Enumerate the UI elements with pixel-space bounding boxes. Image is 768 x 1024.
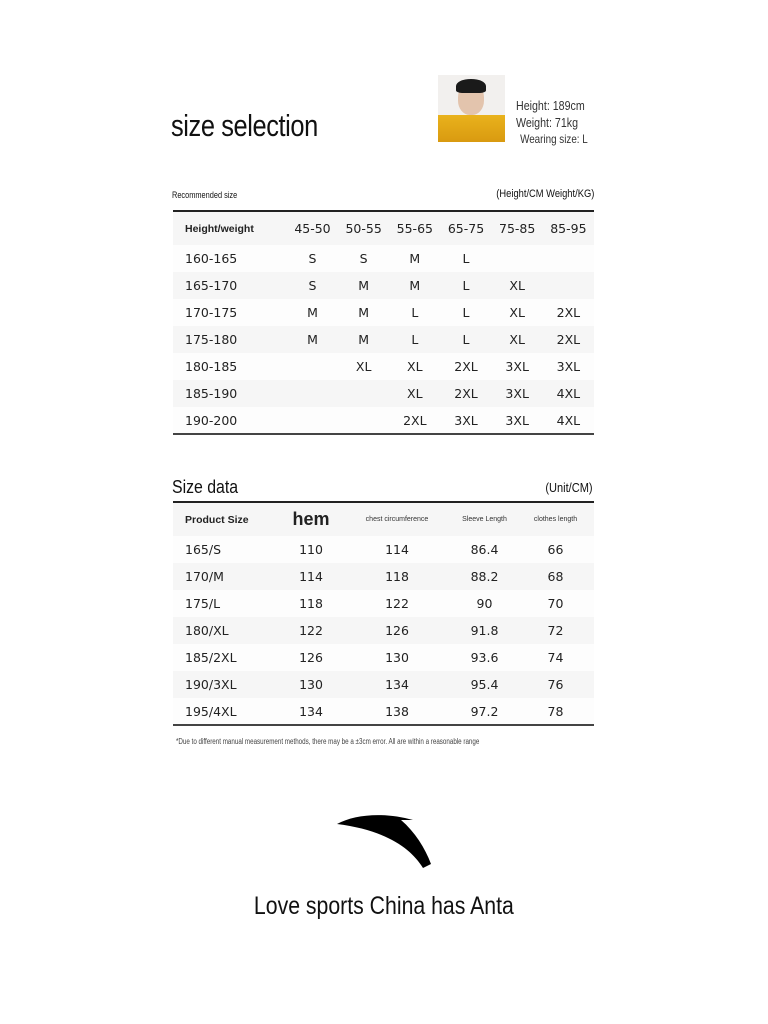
cell: 93.6 xyxy=(470,650,499,665)
cell: M xyxy=(358,278,370,293)
cell: 175/L xyxy=(185,596,221,611)
cell: 110 xyxy=(299,542,323,557)
column-header: Sleeve Length xyxy=(462,516,507,523)
table-header-row xyxy=(173,502,594,536)
model-photo xyxy=(438,75,505,142)
cell: 170/M xyxy=(185,569,224,584)
cell: 118 xyxy=(385,569,409,584)
cell xyxy=(492,245,543,272)
cell: M xyxy=(358,332,370,347)
column-header: 85-95 xyxy=(550,221,587,236)
table-row xyxy=(173,407,594,434)
measurement-note: *Due to different manual measurement methods, there may be a ±3cm error. All are within a reasonable range xyxy=(176,737,480,746)
cell: 195/4XL xyxy=(185,703,237,719)
cell: 86.4 xyxy=(470,542,499,557)
recommended-size-table xyxy=(173,210,594,435)
cell: 126 xyxy=(299,650,323,665)
cell: XL xyxy=(509,305,525,320)
cell: 190-200 xyxy=(185,412,238,428)
table-row xyxy=(173,617,594,644)
table-row xyxy=(173,590,594,617)
model-wearing-size: Wearing size: L xyxy=(520,132,588,146)
table-row xyxy=(173,272,594,299)
cell: 2XL xyxy=(403,412,427,428)
size-data-unit: (Unit/CM) xyxy=(545,480,593,495)
slogan xyxy=(0,892,768,921)
column-header: 50-55 xyxy=(345,221,382,236)
column-header: Product Size xyxy=(185,513,249,526)
column-header: Height/weight xyxy=(185,222,254,235)
size-data-title: Size data xyxy=(172,477,239,497)
cell: 4XL xyxy=(556,386,581,401)
cell: S xyxy=(359,251,368,266)
cell: 2XL xyxy=(454,386,478,401)
cell: 74 xyxy=(547,650,564,665)
cell xyxy=(287,353,338,380)
cell: 185-190 xyxy=(185,386,238,401)
table-row xyxy=(173,563,594,590)
cell: XL xyxy=(509,332,525,347)
cell: 97.2 xyxy=(470,703,499,719)
table-row xyxy=(173,326,594,353)
cell: 2XL xyxy=(556,305,581,320)
cell: 2XL xyxy=(454,359,478,374)
cell: 90 xyxy=(476,596,493,611)
cell xyxy=(338,380,389,407)
model-height: Height: 189cm xyxy=(516,98,585,113)
cell xyxy=(543,245,594,272)
cell: S xyxy=(308,278,317,293)
model-hair xyxy=(456,79,486,93)
cell: 190/3XL xyxy=(185,677,237,692)
cell: 170-175 xyxy=(185,305,238,320)
cell: L xyxy=(411,305,419,320)
cell: 114 xyxy=(385,542,409,557)
column-header: chest circumference xyxy=(365,516,429,523)
recommended-size-label: Recommended size xyxy=(172,190,238,200)
table-row xyxy=(173,380,594,407)
cell: 3XL xyxy=(454,412,478,428)
cell: 70 xyxy=(547,596,564,611)
cell: 118 xyxy=(299,596,323,611)
cell xyxy=(287,380,338,407)
page-title: size selection xyxy=(171,108,318,143)
anta-logo-icon xyxy=(335,812,435,872)
cell: 126 xyxy=(385,623,409,638)
cell: 3XL xyxy=(505,412,529,428)
table-row xyxy=(173,245,594,272)
cell: L xyxy=(462,305,470,320)
column-header: clothes length xyxy=(533,516,578,523)
cell: M xyxy=(409,278,421,293)
column-header: 65-75 xyxy=(447,221,485,236)
table-header-row xyxy=(173,211,594,245)
cell: 175-180 xyxy=(185,332,238,347)
cell: XL xyxy=(407,359,423,374)
model-weight: Weight: 71kg xyxy=(516,115,579,130)
cell: 122 xyxy=(299,623,323,638)
cell: L xyxy=(462,332,470,347)
cell: L xyxy=(411,332,419,347)
cell: 66 xyxy=(547,542,564,557)
cell xyxy=(543,272,594,299)
model-info xyxy=(516,97,588,148)
cell: 138 xyxy=(385,703,409,719)
cell: M xyxy=(307,332,318,347)
cell: 185/2XL xyxy=(185,650,237,665)
cell: 134 xyxy=(385,677,409,692)
cell: 68 xyxy=(547,569,564,584)
cell: L xyxy=(462,278,470,293)
cell: 88.2 xyxy=(470,569,499,584)
cell: 3XL xyxy=(505,359,529,374)
cell xyxy=(338,407,389,434)
table-row xyxy=(173,644,594,671)
column-header: hem xyxy=(292,509,330,529)
cell: 78 xyxy=(547,703,564,719)
cell: 134 xyxy=(299,703,323,719)
cell: 4XL xyxy=(556,412,581,428)
table-row xyxy=(173,299,594,326)
cell: 180-185 xyxy=(185,359,238,374)
cell: 72 xyxy=(547,623,564,638)
cell: 76 xyxy=(547,677,564,692)
table-row xyxy=(173,353,594,380)
cell: M xyxy=(409,251,421,266)
cell: 95.4 xyxy=(470,677,499,692)
cell: M xyxy=(358,305,370,320)
size-data-table xyxy=(173,501,594,726)
cell xyxy=(287,407,338,434)
cell: 91.8 xyxy=(470,623,499,638)
cell: 2XL xyxy=(556,332,581,347)
cell: 3XL xyxy=(556,359,581,374)
cell: 130 xyxy=(299,677,323,692)
cell: 130 xyxy=(385,650,409,665)
cell: XL xyxy=(509,278,525,293)
cell: S xyxy=(308,251,317,266)
cell: 114 xyxy=(299,569,323,584)
table-row xyxy=(173,671,594,698)
cell: 122 xyxy=(385,596,409,611)
table-row xyxy=(173,536,594,563)
column-header: 45-50 xyxy=(294,221,331,236)
column-header: 55-65 xyxy=(396,221,433,236)
table-row xyxy=(173,698,594,725)
cell: 165-170 xyxy=(185,278,238,293)
cell: 180/XL xyxy=(185,623,229,638)
slogan-text: Love sports China has Anta xyxy=(254,892,514,920)
cell: L xyxy=(462,251,470,266)
cell: XL xyxy=(355,359,372,374)
cell: M xyxy=(307,305,318,320)
cell: 165/S xyxy=(185,542,222,557)
cell: XL xyxy=(407,386,423,401)
cell: 3XL xyxy=(505,386,529,401)
cell: 160-165 xyxy=(185,251,238,266)
recommended-unit: (Height/CM Weight/KG) xyxy=(495,188,594,200)
column-header: 75-85 xyxy=(499,221,536,236)
